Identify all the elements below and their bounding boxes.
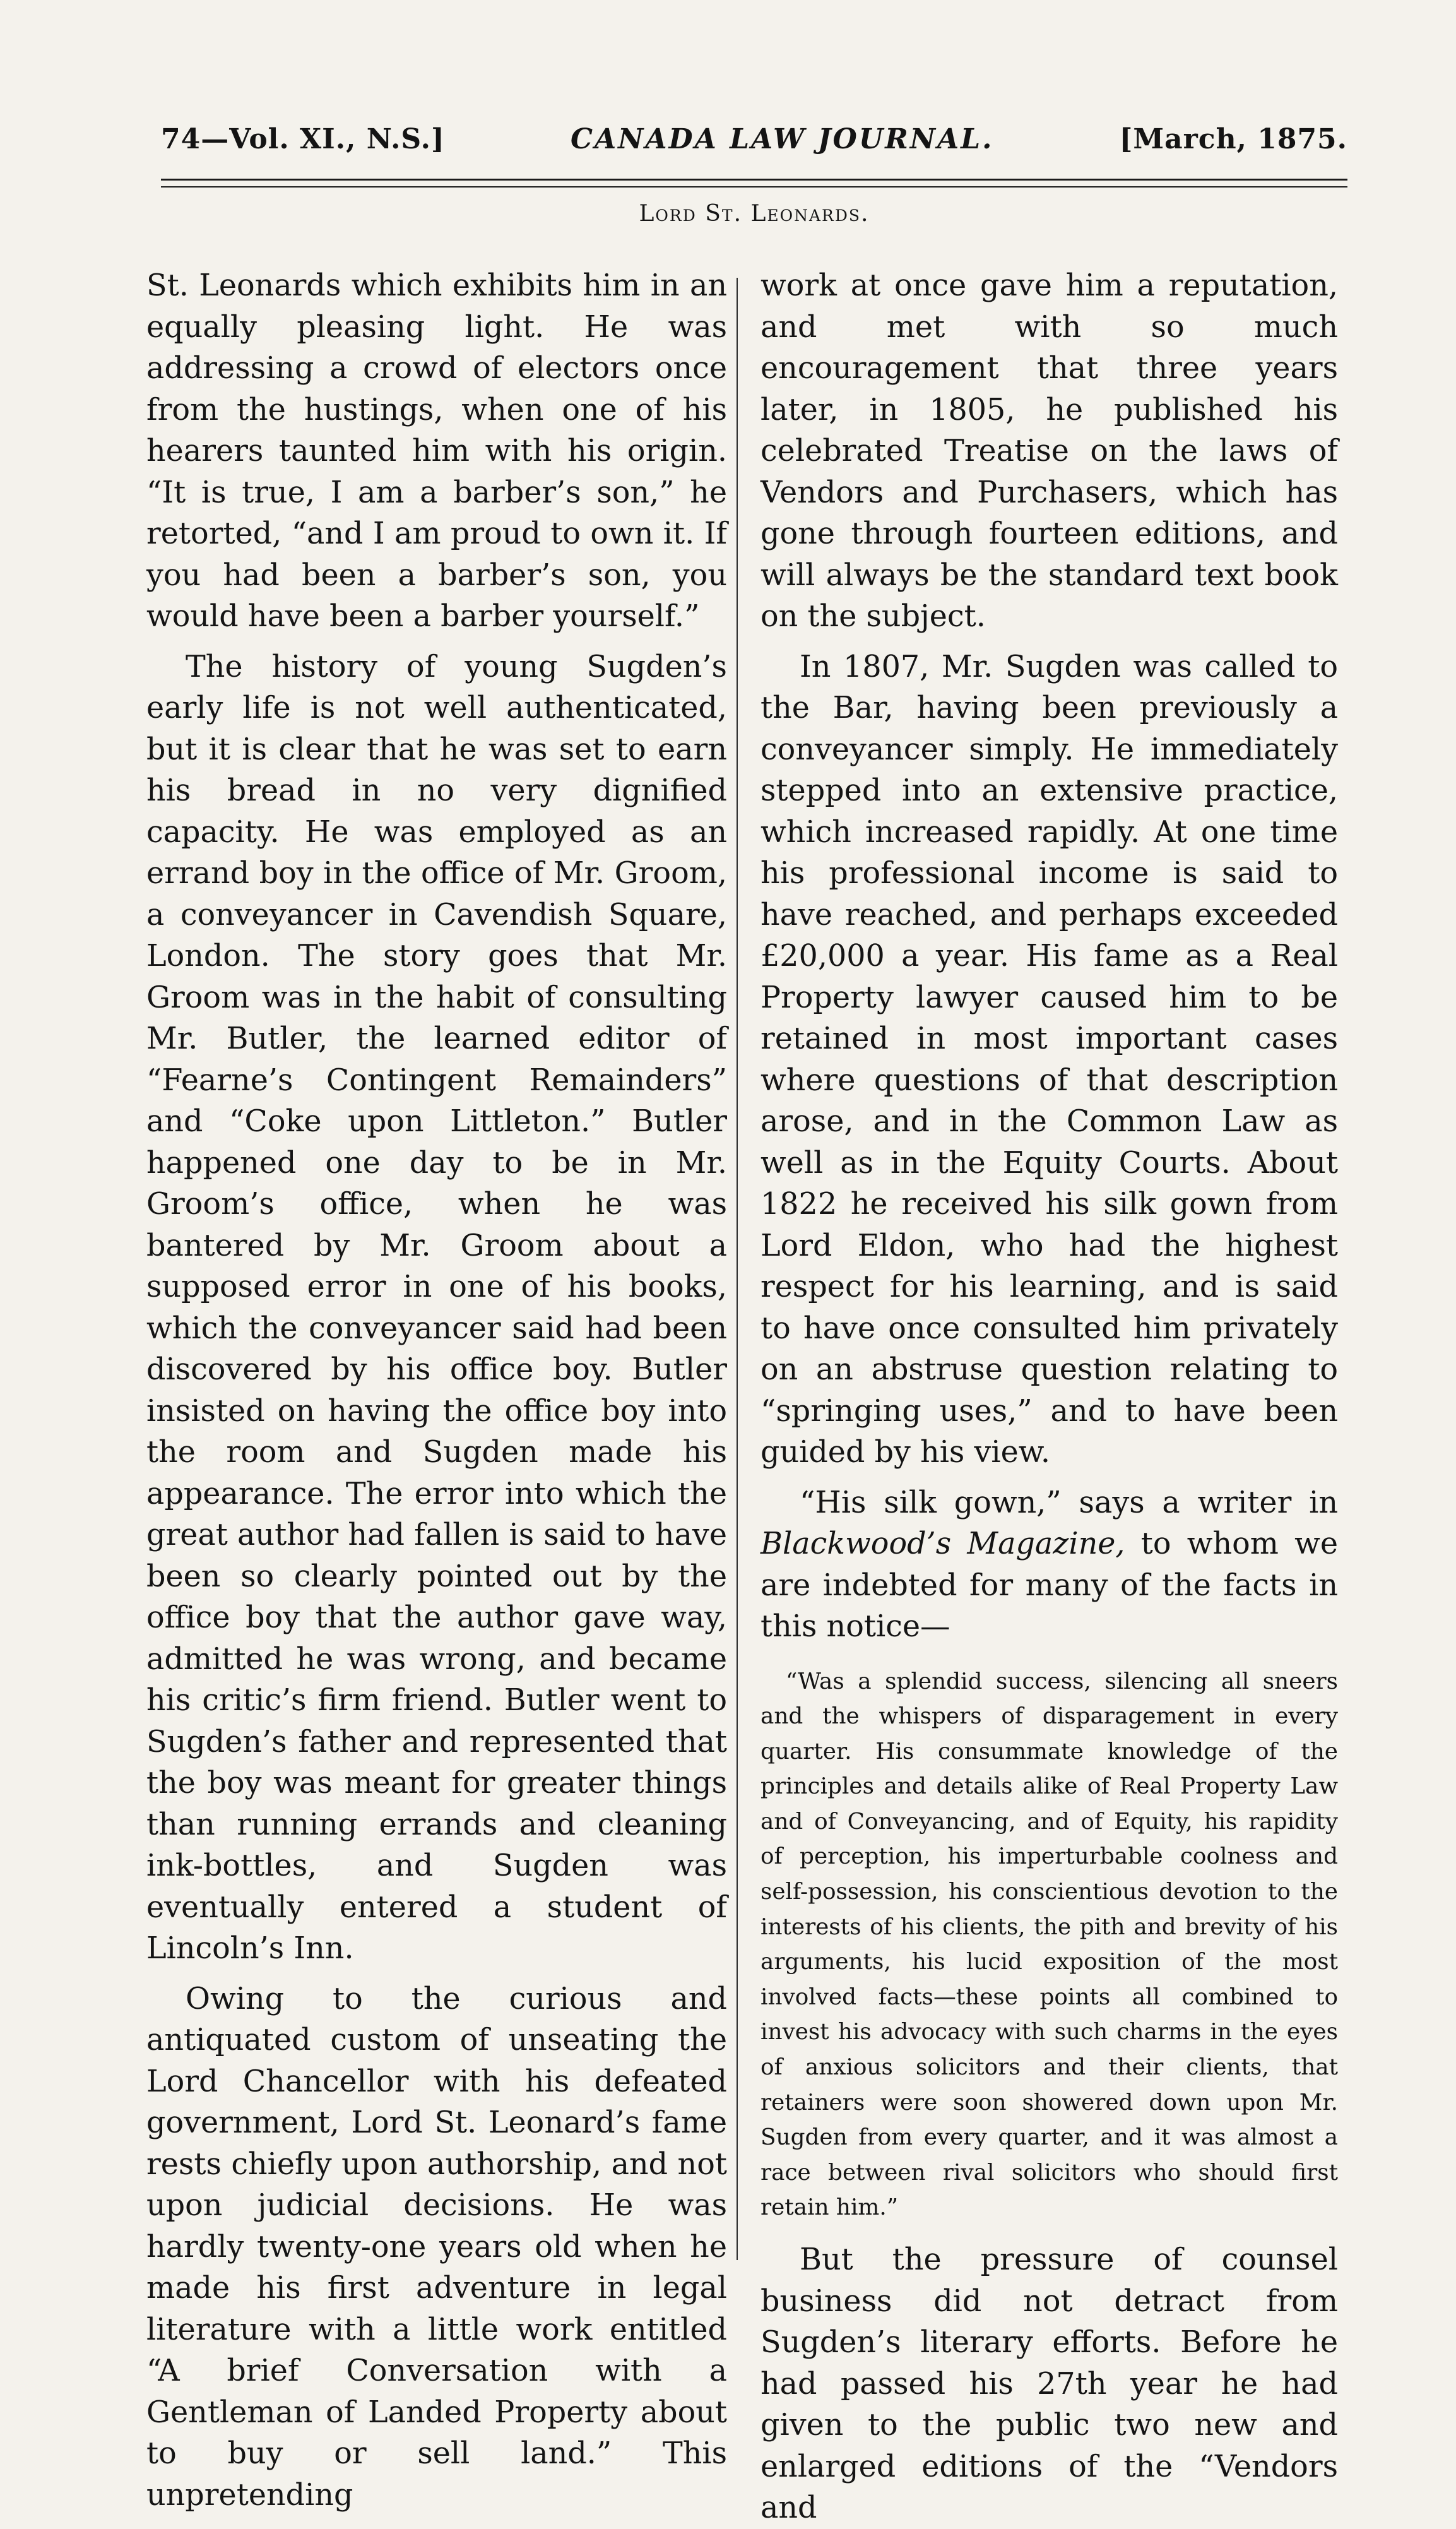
page-header bbox=[161, 123, 1347, 167]
block-quote bbox=[761, 1664, 1338, 2226]
journal-title: CANADA LAW JOURNAL. bbox=[570, 123, 994, 155]
column-divider bbox=[737, 278, 738, 2260]
page-number-volume: 74—Vol. XI., N.S.] bbox=[161, 123, 445, 155]
right-column bbox=[761, 265, 1338, 2529]
left-paragraph-3: Owing to the curious and antiquated custom of unseating the Lord Chancellor with his defeated government, Lord St. Leonard’s fame rests chiefly upon authorship, and not upon judicial decisions. He was hardly twenty-one years old when he made his first adventure in legal literature with a little work entitled “A brief Conversation with a Gentleman of Landed Property about to buy or sell land.” This unpretending bbox=[146, 1981, 727, 2513]
p3-end: to whom we are indebted for many of the facts in this notice— bbox=[761, 1526, 1338, 1644]
left-paragraph-1: St. Leonards which exhibits him in an equally pleasing light. He was addressing a crowd of electors once from the hustings, when one of his hearers taunted him with his origin. “It is true, I am a barber’s son,” he retorted, “and I am proud to own it. If you had been a barber’s son, you would have been a barber yourself.” bbox=[146, 268, 727, 634]
header-rule-top bbox=[161, 179, 1347, 181]
left-column bbox=[146, 265, 727, 2516]
left-paragraph-2: The history of young Sugden’s early life is not well authenticated, but it is clear that he was set to earn his bread in no very dignified capacity. He was employed as an errand boy in the office of Mr. Groom, a conveyancer in Cavendish Square, London. The story goes that Mr. Groom was in the habit of consulting Mr. Butler, the learned editor of “Fearne’s Contingent Remainders” and “Coke upon Littleton.” Butler happened one day to be in Mr. Groom’s office, when he was bantered by Mr. Groom about a supposed error in one of his books, which the conveyancer said had been discovered by his office boy. Butler insisted on having the office boy into the room and Sugden made his appearance. The error into which the great author had fallen is said to have been so clearly pointed out by the office boy that the author gave way, admitted he was wrong, and became his critic’s firm friend. Butler went to Sugden’s father and represented that the boy was meant for greater things than running errands and cleaning ink-bottles, and Sugden was eventually entered a student of Lincoln’s Inn. bbox=[146, 649, 727, 1966]
quote-text: “Was a splendid success, silencing all sneers and the whispers of disparagement in every quarter. His consummate knowledge of the principles and details alike of Real Property Law and of Conveyancing, and of Equity, his rapidity of perception, his imperturbable coolness and self-possession, his conscientious devotion to the interests of his clients, the pith and brevity of his arguments, his lucid exposition of the most involved facts—these points all combined to invest his advocacy with such charms in the eyes of anxious solicitors and their clients, that retainers were soon showered down upon Mr. Sugden from every quarter, and it was almost a race between rival solicitors who should first retain him.” bbox=[761, 1668, 1338, 2221]
p3-start: “His silk gown,” says a writer in bbox=[800, 1485, 1338, 1520]
header-rule-bottom bbox=[161, 186, 1347, 187]
right-paragraph-1: work at once gave him a reputation, and met with so much encouragement that three years later, in 1805, he published his celebrated Treatise on the laws of Vendors and Purchasers, which has gone through fourteen editions, and will always be the standard text book on the subject. bbox=[761, 268, 1338, 634]
right-paragraph-4: But the pressure of counsel business did not detract from Sugden’s literary efforts. Before he had passed his 27th year he had given to the public two new and enlarged editions of the “Vendors and bbox=[761, 2242, 1338, 2525]
magazine-title: Blackwood’s Magazine, bbox=[761, 1526, 1125, 1561]
running-title: Lord St. Leonards. bbox=[639, 201, 870, 227]
right-paragraph-2: In 1807, Mr. Sugden was called to the Bar, having been previously a conveyancer simply. He immediately stepped into an extensive practice, which increased rapidly. At one time his professional income is said to have reached, and perhaps exceeded £20,000 a year. His fame as a Real Property lawyer caused him to be retained in most important cases where questions of that description arose, and in the Common Law as well as in the Equity Courts. About 1822 he received his silk gown from Lord Eldon, who had the highest respect for his learning, and is said to have once consulted him privately on an abstruse question relating to “springing uses,” and to have been guided by his view. bbox=[761, 649, 1338, 1470]
issue-date: [March, 1875. bbox=[1119, 123, 1347, 155]
right-paragraph-3 bbox=[761, 1482, 1338, 1648]
